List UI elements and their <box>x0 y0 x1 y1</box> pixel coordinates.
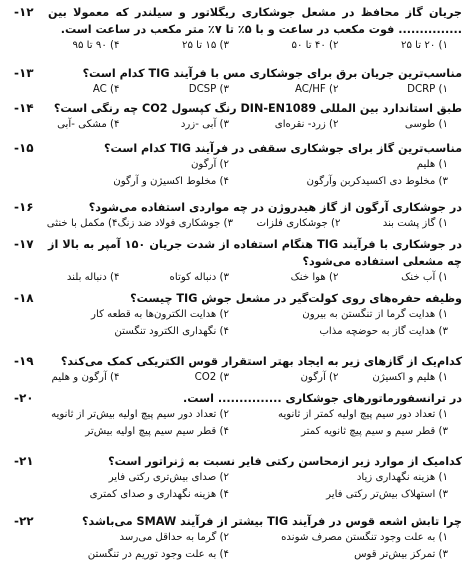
option-4[interactable]: ۴) ۹۰ تا ۹۵ <box>72 40 120 51</box>
question-16 <box>10 199 462 231</box>
question-number: -۱۳ <box>14 66 34 80</box>
question-text: در ترانسفورماتورهای جوشکاری ............... است. <box>183 392 462 405</box>
option-2[interactable]: ۲) آرگون <box>300 372 339 383</box>
options <box>10 271 462 285</box>
options <box>10 308 462 339</box>
option-1[interactable]: ۱) هدایت گرما از تنگستن به بیرون <box>302 309 448 320</box>
option-3[interactable]: ۳) استهلاک بیش‌تر رکتی فایر <box>326 489 448 500</box>
question-text: در جوشکاری آرگون از گاز هیدروژن در چه مواردی استفاده می‌شود؟ <box>88 201 462 214</box>
question-15 <box>10 140 462 189</box>
question-22 <box>10 513 462 562</box>
options <box>10 531 462 562</box>
option-3[interactable]: ۳) قطر سیم و سیم پیچ ثانویه کمتر <box>301 426 448 437</box>
option-1[interactable]: ۱) DCRP <box>407 84 448 95</box>
question-number: -۱۲ <box>14 5 34 19</box>
question-text: کدامیک از موارد زیر ازمحاسن رکتی فایر نسبت به ژنراتور است؟ <box>108 455 462 468</box>
option-3[interactable]: ۳) هدایت گاز به حوضچه مذاب <box>319 326 448 337</box>
option-3[interactable]: ۳) DCSP <box>188 84 229 95</box>
option-3[interactable]: ۳) تمرکز بیش‌تر قوس <box>354 549 448 560</box>
question-text: وظیفه حفره‌های روی کولت‌گیر در مشعل جوش TIG چیست؟ <box>130 292 462 305</box>
options <box>10 39 462 53</box>
option-2[interactable]: ۲) جوشکاری فلزات <box>256 218 341 229</box>
option-3[interactable]: ۳) آبی -زرد <box>180 119 229 130</box>
question-number: -۱۵ <box>14 141 34 155</box>
option-1[interactable]: ۱) تعداد دور سیم پیچ اولیه کمتر از ثانویه <box>278 409 448 420</box>
option-2[interactable]: ۲) ۴۰ تا ۵۰ <box>291 40 339 51</box>
question-18 <box>10 290 462 339</box>
option-2[interactable]: ۲) گرما به حداقل می‌رسد <box>119 532 229 543</box>
option-2[interactable]: ۲) تعداد دور سیم پیچ اولیه بیش‌تر از ثانویه <box>51 409 229 420</box>
question-number: -۲۱ <box>14 454 34 468</box>
option-1[interactable]: ۱) هلیم و اکسیژن <box>372 372 448 383</box>
option-2[interactable]: ۲) هوا خنک <box>290 272 339 283</box>
question-number: -۲۲ <box>14 514 34 528</box>
option-1[interactable]: ۱) به علت وجود تنگستن مصرف شونده <box>281 532 448 543</box>
option-3[interactable]: ۳) ۱۵ تا ۲۵ <box>181 40 229 51</box>
option-4[interactable]: ۴) نگهداری الکترود تنگستن <box>114 326 229 337</box>
option-4[interactable]: ۴) به علت وجود توریم در تنگستن <box>87 549 229 560</box>
question-text: در جوشکاری با فرآیند TIG هنگام استفاده از شدت جریان ۱۵۰ آمپر به بالا از چه مشعلی استفاده می‌شود؟ <box>48 238 462 268</box>
question-17 <box>10 236 462 285</box>
question-14 <box>10 100 462 132</box>
question-number: -۱۶ <box>14 200 34 214</box>
option-3[interactable]: ۳) CO2 <box>194 372 229 383</box>
option-4[interactable]: ۴) مخلوط اکسیژن و آرگون <box>113 176 229 187</box>
question-text: طبق استاندارد بین المللی DIN-EN1089 رنگ کپسول CO2 چه رنگی است؟ <box>53 102 462 115</box>
option-3[interactable]: ۳) جوشکاری فولاد ضد زنگ <box>117 218 233 229</box>
question-number: -۱۹ <box>14 354 34 368</box>
option-1[interactable]: ۱) گاز پشت بند <box>382 218 448 229</box>
option-1[interactable]: ۱) هلیم <box>416 159 448 170</box>
option-2[interactable]: ۲) هدایت الکترون‌ها به قطعه کار <box>91 309 229 320</box>
option-4[interactable]: ۴) هزینه نگهداری و صدای کمتری <box>89 489 229 500</box>
question-20 <box>10 390 462 439</box>
question-number: -۱۷ <box>14 237 34 251</box>
question-text: کدام‌یک از گازهای زیر به ایجاد بهتر استقرار قوس الکتریکی کمک می‌کند؟ <box>60 355 462 368</box>
question-21 <box>10 453 462 502</box>
option-4[interactable]: ۴) دنباله بلند <box>66 272 120 283</box>
option-2[interactable]: ۲) زرد- نقره‌ای <box>274 119 339 130</box>
question-text: مناسب‌ترین جریان برق برای جوشکاری مس با فرآیند TIG کدام است؟ <box>82 67 462 80</box>
options <box>10 158 462 189</box>
options <box>10 471 462 502</box>
option-1[interactable]: ۱) ۲۰ تا ۲۵ <box>400 40 448 51</box>
question-12 <box>10 4 462 53</box>
option-2[interactable]: ۲) صدای بیش‌تری رکتی فایر <box>108 472 229 483</box>
option-3[interactable]: ۳) مخلوط دی اکسیدکربن وآرگون <box>306 176 448 187</box>
option-2[interactable]: ۲) آرگون <box>190 159 229 170</box>
option-4[interactable]: ۴) قطر سیم سیم پیچ اولیه بیش‌تر <box>85 426 229 437</box>
options <box>10 83 462 97</box>
option-4[interactable]: ۴) مشکی -آبی <box>57 119 120 130</box>
option-4[interactable]: ۴) مکمل با خنثی <box>46 218 118 229</box>
question-text: جریان گاز محافظ در مشعل جوشکاری ریگلاتور و سیلندر که معمولا بین ............... فوت مکعب در ساعت و با ۵٪ تا ۷٪ متر مکعب در ساعت است. <box>48 6 462 36</box>
question-text: مناسب‌ترین گاز برای جوشکاری سقفی در فرآیند TIG کدام است؟ <box>103 142 462 155</box>
option-4[interactable]: ۴) AC <box>92 84 120 95</box>
option-2[interactable]: ۲) AC/HF <box>294 84 339 95</box>
question-text: چرا تابش اشعه قوس در فرآیند TIG بیشتر از فرآیند SMAW می‌باشد؟ <box>82 515 462 528</box>
question-number: -۲۰ <box>14 391 34 405</box>
options <box>10 217 462 231</box>
option-1[interactable]: ۱) آب خنک <box>401 272 448 283</box>
option-3[interactable]: ۳) دنباله کوتاه <box>169 272 229 283</box>
question-19 <box>10 353 462 385</box>
option-1[interactable]: ۱) هزینه نگهداری زیاد <box>356 472 448 483</box>
options <box>10 408 462 439</box>
option-4[interactable]: ۴) آرگون و هلیم <box>51 372 120 383</box>
question-13 <box>10 65 462 97</box>
options <box>10 371 462 385</box>
question-number: -۱۴ <box>14 101 34 115</box>
options <box>10 118 462 132</box>
option-1[interactable]: ۱) طوسی <box>404 119 448 130</box>
question-number: -۱۸ <box>14 291 34 305</box>
